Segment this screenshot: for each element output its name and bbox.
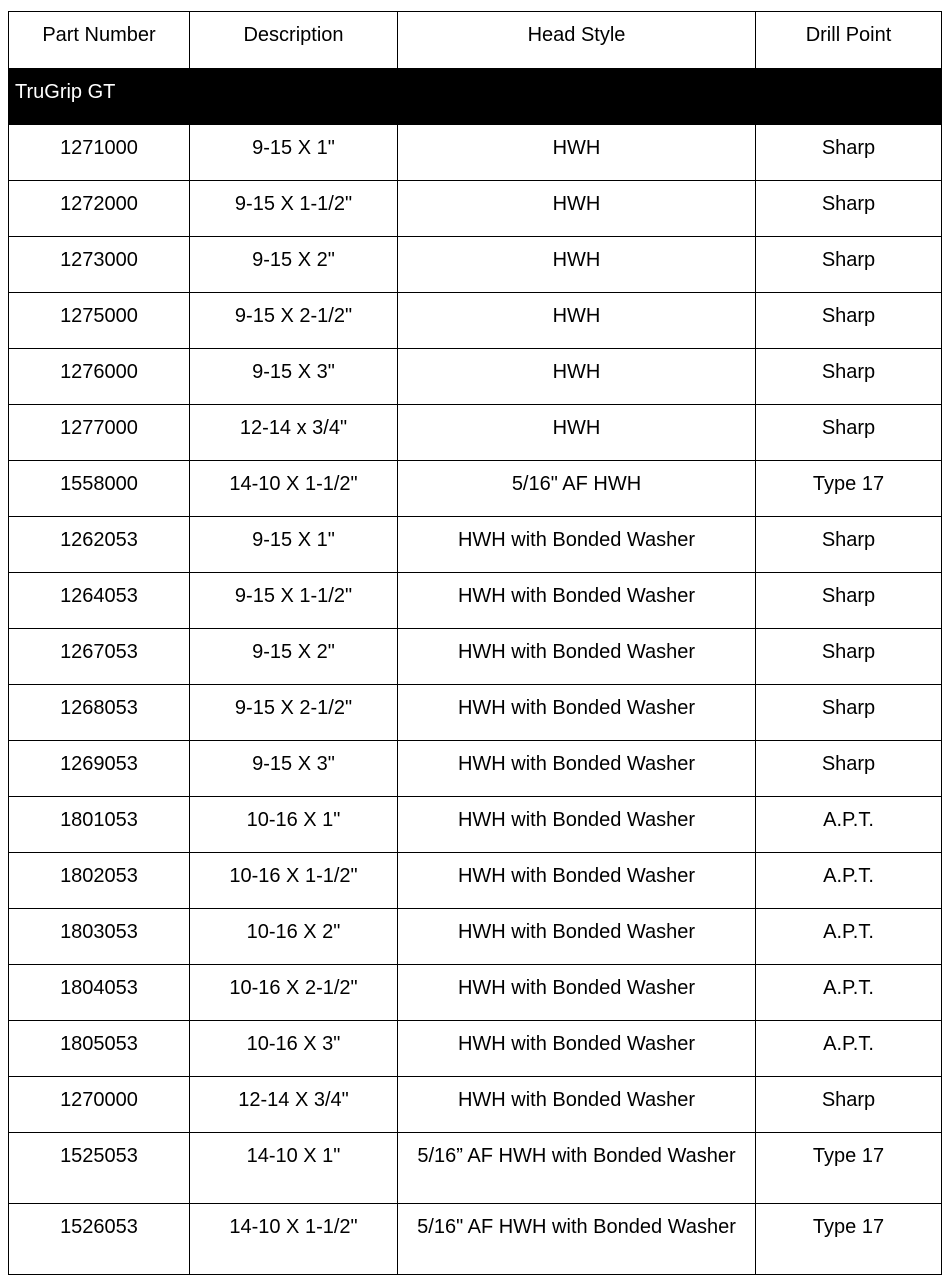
header-description: Description [190,12,398,69]
table-row [9,1204,942,1275]
cell-drill-point: Sharp [756,517,942,573]
table-row [9,125,942,181]
cell-description: 9-15 X 1-1/2" [190,181,398,237]
cell-description: 9-15 X 1-1/2" [190,573,398,629]
cell-part-number: 1268053 [9,685,190,741]
cell-head-style: HWH with Bonded Washer [398,965,756,1021]
cell-description: 14-10 X 1-1/2" [190,461,398,517]
cell-description: 14-10 X 1" [190,1133,398,1204]
table-row [9,181,942,237]
cell-description: 9-15 X 1" [190,517,398,573]
cell-part-number: 1276000 [9,349,190,405]
cell-drill-point: Sharp [756,741,942,797]
cell-part-number: 1802053 [9,853,190,909]
cell-description: 12-14 X 3/4" [190,1077,398,1133]
cell-drill-point: A.P.T. [756,797,942,853]
table-row [9,573,942,629]
cell-drill-point: Type 17 [756,1133,942,1204]
cell-head-style: HWH with Bonded Washer [398,741,756,797]
cell-part-number: 1272000 [9,181,190,237]
cell-description: 9-15 X 3" [190,349,398,405]
cell-description: 9-15 X 3" [190,741,398,797]
cell-drill-point: Sharp [756,685,942,741]
cell-drill-point: Sharp [756,1077,942,1133]
cell-head-style: HWH with Bonded Washer [398,1021,756,1077]
cell-head-style: 5/16” AF HWH with Bonded Washer [398,1133,756,1204]
cell-head-style: HWH with Bonded Washer [398,573,756,629]
cell-description: 9-15 X 2" [190,629,398,685]
cell-part-number: 1271000 [9,125,190,181]
table-row [9,629,942,685]
cell-drill-point: A.P.T. [756,965,942,1021]
cell-part-number: 1264053 [9,573,190,629]
cell-head-style: 5/16" AF HWH with Bonded Washer [398,1204,756,1275]
cell-drill-point: Type 17 [756,1204,942,1275]
cell-description: 10-16 X 1" [190,797,398,853]
table-row [9,853,942,909]
cell-part-number: 1262053 [9,517,190,573]
cell-part-number: 1804053 [9,965,190,1021]
header-head-style: Head Style [398,12,756,69]
table-row [9,965,942,1021]
cell-description: 9-15 X 2" [190,237,398,293]
table-row [9,293,942,349]
cell-part-number: 1269053 [9,741,190,797]
table-row [9,1021,942,1077]
cell-description: 9-15 X 2-1/2" [190,685,398,741]
cell-description: 10-16 X 2-1/2" [190,965,398,1021]
cell-head-style: HWH [398,125,756,181]
cell-description: 10-16 X 3" [190,1021,398,1077]
cell-drill-point: Sharp [756,125,942,181]
cell-part-number: 1277000 [9,405,190,461]
cell-drill-point: Sharp [756,181,942,237]
cell-part-number: 1526053 [9,1204,190,1275]
table-row [9,909,942,965]
cell-part-number: 1558000 [9,461,190,517]
header-part-number: Part Number [9,12,190,69]
cell-head-style: 5/16" AF HWH [398,461,756,517]
cell-head-style: HWH with Bonded Washer [398,685,756,741]
table-row [9,741,942,797]
parts-table [8,11,942,1275]
table-row [9,797,942,853]
cell-part-number: 1801053 [9,797,190,853]
header-row [9,12,942,69]
cell-head-style: HWH with Bonded Washer [398,797,756,853]
cell-drill-point: Sharp [756,349,942,405]
cell-drill-point: Sharp [756,293,942,349]
cell-description: 9-15 X 1" [190,125,398,181]
cell-head-style: HWH with Bonded Washer [398,1077,756,1133]
cell-drill-point: Sharp [756,629,942,685]
cell-description: 10-16 X 2" [190,909,398,965]
cell-drill-point: A.P.T. [756,1021,942,1077]
cell-drill-point: Sharp [756,405,942,461]
section-title: TruGrip GT [9,69,942,125]
cell-drill-point: A.P.T. [756,853,942,909]
cell-part-number: 1270000 [9,1077,190,1133]
cell-head-style: HWH with Bonded Washer [398,853,756,909]
table-row [9,237,942,293]
cell-head-style: HWH [398,293,756,349]
table-row [9,1133,942,1204]
cell-drill-point: Sharp [756,573,942,629]
cell-head-style: HWH with Bonded Washer [398,517,756,573]
cell-description: 10-16 X 1-1/2" [190,853,398,909]
cell-drill-point: Type 17 [756,461,942,517]
cell-description: 14-10 X 1-1/2" [190,1204,398,1275]
cell-drill-point: Sharp [756,237,942,293]
cell-head-style: HWH with Bonded Washer [398,629,756,685]
table-row [9,517,942,573]
cell-head-style: HWH [398,405,756,461]
cell-part-number: 1803053 [9,909,190,965]
table-row [9,405,942,461]
header-drill-point: Drill Point [756,12,942,69]
table-row [9,685,942,741]
cell-part-number: 1267053 [9,629,190,685]
table-row [9,349,942,405]
cell-head-style: HWH with Bonded Washer [398,909,756,965]
table-row [9,461,942,517]
cell-drill-point: A.P.T. [756,909,942,965]
cell-part-number: 1525053 [9,1133,190,1204]
cell-head-style: HWH [398,181,756,237]
cell-part-number: 1275000 [9,293,190,349]
section-row [9,69,942,125]
table-row [9,1077,942,1133]
cell-description: 9-15 X 2-1/2" [190,293,398,349]
cell-description: 12-14 x 3/4" [190,405,398,461]
cell-part-number: 1805053 [9,1021,190,1077]
cell-part-number: 1273000 [9,237,190,293]
cell-head-style: HWH [398,237,756,293]
cell-head-style: HWH [398,349,756,405]
